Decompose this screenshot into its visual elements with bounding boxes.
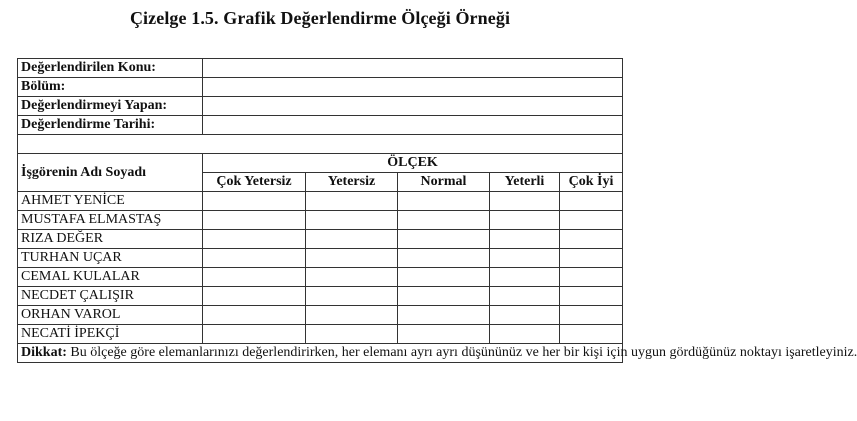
rating-cell[interactable] bbox=[306, 325, 398, 344]
employee-row bbox=[18, 230, 623, 249]
rating-cell[interactable] bbox=[560, 192, 623, 211]
rating-cell[interactable] bbox=[490, 287, 560, 306]
rating-cell[interactable] bbox=[398, 268, 490, 287]
rating-cell[interactable] bbox=[560, 306, 623, 325]
employee-name: AHMET YENİCE bbox=[18, 192, 203, 211]
rating-cell[interactable] bbox=[490, 325, 560, 344]
employee-row bbox=[18, 249, 623, 268]
info-row-department bbox=[18, 78, 623, 97]
employee-name: TURHAN UÇAR bbox=[18, 249, 203, 268]
rating-cell[interactable] bbox=[306, 306, 398, 325]
note-text: Bu ölçeğe göre elemanlarınızı değerlendirirken, her elemanı ayrı ayrı düşününüz ve her bir kişi için uygun gördüğünüz noktayı işaretleyiniz. bbox=[70, 345, 857, 360]
info-label-department: Bölüm: bbox=[18, 78, 203, 97]
scale-level-good: Yeterli bbox=[490, 173, 560, 192]
employee-row bbox=[18, 268, 623, 287]
scale-level-poor: Yetersiz bbox=[306, 173, 398, 192]
info-label-date: Değerlendirme Tarihi: bbox=[18, 116, 203, 135]
employee-name-header: İşgörenin Adı Soyadı bbox=[18, 154, 203, 192]
rating-cell[interactable] bbox=[398, 192, 490, 211]
rating-cell[interactable] bbox=[560, 287, 623, 306]
header-row-top bbox=[18, 154, 623, 173]
scale-level-normal: Normal bbox=[398, 173, 490, 192]
info-value-date[interactable] bbox=[203, 116, 623, 135]
spacer-row bbox=[18, 135, 623, 154]
rating-cell[interactable] bbox=[560, 325, 623, 344]
rating-cell[interactable] bbox=[560, 211, 623, 230]
info-row-date bbox=[18, 116, 623, 135]
scale-level-very-poor: Çok Yetersiz bbox=[203, 173, 306, 192]
rating-cell[interactable] bbox=[306, 211, 398, 230]
rating-cell[interactable] bbox=[203, 249, 306, 268]
rating-cell[interactable] bbox=[203, 325, 306, 344]
rating-cell[interactable] bbox=[306, 230, 398, 249]
rating-cell[interactable] bbox=[490, 268, 560, 287]
employee-row bbox=[18, 287, 623, 306]
rating-cell[interactable] bbox=[203, 306, 306, 325]
note-cell bbox=[18, 344, 857, 363]
note-row bbox=[18, 344, 623, 363]
rating-cell[interactable] bbox=[203, 211, 306, 230]
employee-name: MUSTAFA ELMASTAŞ bbox=[18, 211, 203, 230]
rating-cell[interactable] bbox=[490, 211, 560, 230]
employee-row bbox=[18, 192, 623, 211]
employee-name: ORHAN VAROL bbox=[18, 306, 203, 325]
rating-cell[interactable] bbox=[306, 268, 398, 287]
employee-name: RIZA DEĞER bbox=[18, 230, 203, 249]
employee-row bbox=[18, 211, 623, 230]
rating-cell[interactable] bbox=[398, 287, 490, 306]
rating-cell[interactable] bbox=[398, 249, 490, 268]
employee-name: NECDET ÇALIŞIR bbox=[18, 287, 203, 306]
evaluation-table bbox=[17, 58, 857, 363]
rating-cell[interactable] bbox=[203, 287, 306, 306]
rating-cell[interactable] bbox=[490, 230, 560, 249]
info-value-department[interactable] bbox=[203, 78, 623, 97]
rating-cell[interactable] bbox=[560, 230, 623, 249]
employee-row bbox=[18, 325, 623, 344]
employee-name: CEMAL KULALAR bbox=[18, 268, 203, 287]
rating-cell[interactable] bbox=[398, 230, 490, 249]
rating-cell[interactable] bbox=[560, 268, 623, 287]
rating-cell[interactable] bbox=[203, 268, 306, 287]
info-label-evaluator: Değerlendirmeyi Yapan: bbox=[18, 97, 203, 116]
rating-cell[interactable] bbox=[203, 192, 306, 211]
rating-cell[interactable] bbox=[490, 306, 560, 325]
info-row-topic bbox=[18, 59, 623, 78]
info-label-topic: Değerlendirilen Konu: bbox=[18, 59, 203, 78]
rating-cell[interactable] bbox=[306, 192, 398, 211]
rating-cell[interactable] bbox=[306, 287, 398, 306]
rating-cell[interactable] bbox=[398, 211, 490, 230]
employee-row bbox=[18, 306, 623, 325]
rating-cell[interactable] bbox=[560, 249, 623, 268]
page-title: Çizelge 1.5. Grafik Değerlendirme Ölçeği Örneği bbox=[129, 8, 511, 28]
note-label: Dikkat: bbox=[21, 345, 67, 360]
employee-name: NECATİ İPEKÇİ bbox=[18, 325, 203, 344]
rating-cell[interactable] bbox=[398, 306, 490, 325]
rating-cell[interactable] bbox=[203, 230, 306, 249]
rating-cell[interactable] bbox=[398, 325, 490, 344]
info-row-evaluator bbox=[18, 97, 623, 116]
info-value-topic[interactable] bbox=[203, 59, 623, 78]
spacer-cell bbox=[18, 135, 623, 154]
rating-cell[interactable] bbox=[490, 249, 560, 268]
rating-cell[interactable] bbox=[490, 192, 560, 211]
scale-level-very-good: Çok İyi bbox=[560, 173, 623, 192]
info-value-evaluator[interactable] bbox=[203, 97, 623, 116]
scale-title: ÖLÇEK bbox=[203, 154, 623, 173]
rating-cell[interactable] bbox=[306, 249, 398, 268]
